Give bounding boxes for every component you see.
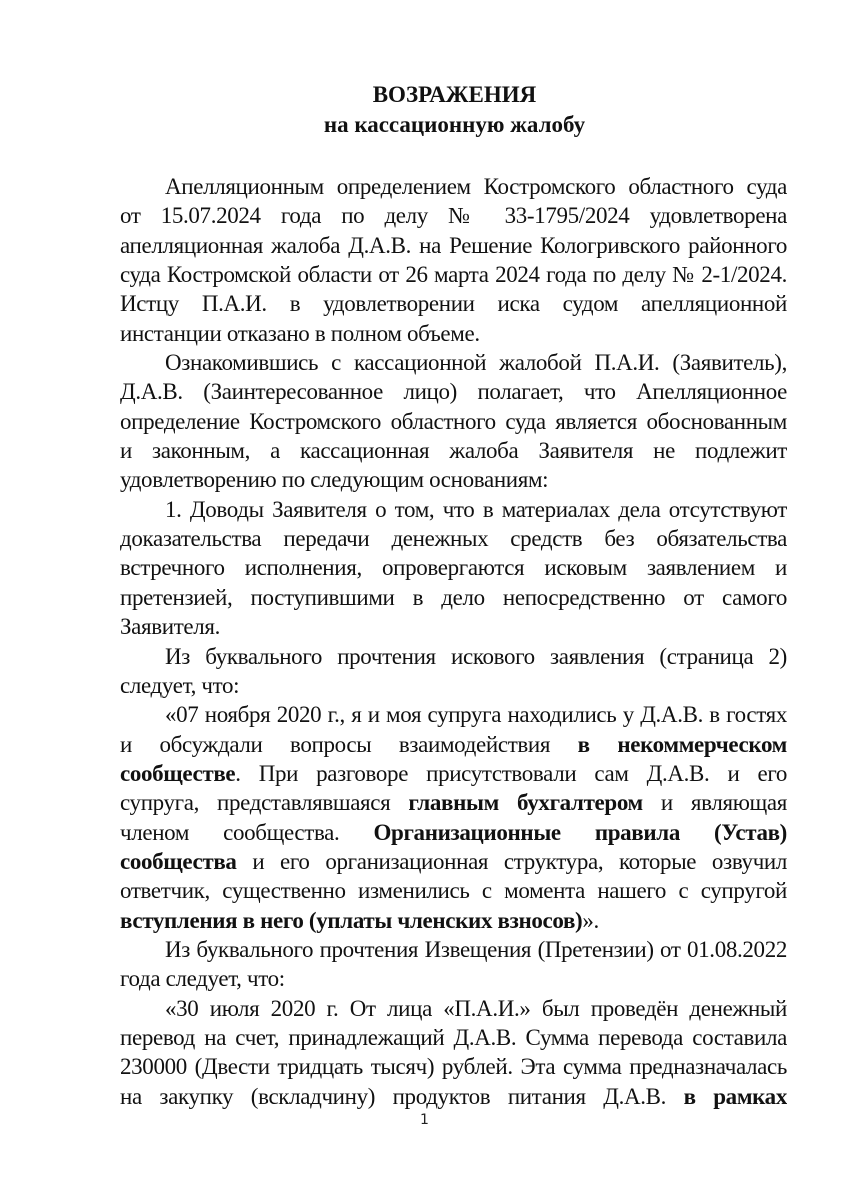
- text-line: [120, 524, 787, 553]
- text: «30 июля 2020 г. От лица «П.А.И.» был проведён денежный: [165, 995, 787, 1021]
- text: 1. Доводы Заявителя о том, что в материалах дела отсутствуют: [165, 496, 787, 522]
- text-line: [120, 700, 787, 729]
- text: инстанции отказано в полном объеме.: [120, 320, 480, 346]
- text: Заявителя.: [120, 614, 221, 640]
- bold-text: главным бухгалтером: [408, 790, 643, 816]
- text-line: [120, 642, 787, 671]
- text-line: [120, 583, 787, 612]
- text-line: [120, 759, 787, 788]
- text: Ознакомившись с кассационной жалобой П.А.И. (Заявитель),: [165, 350, 787, 376]
- paragraph: [120, 348, 787, 495]
- text-line: [120, 876, 787, 905]
- text: апелляционная жалоба Д.А.В. на Решение Кологривского районного: [120, 232, 787, 258]
- text: супруга, представлявшаяся: [120, 790, 409, 816]
- text: и законным, а кассационная жалоба Заявителя не подлежит: [120, 438, 787, 464]
- text-line: [120, 906, 787, 935]
- paragraph: [120, 700, 787, 935]
- text-line: [120, 348, 787, 377]
- text: ответчик, существенно изменились с момента нашего с супругой: [120, 878, 787, 904]
- text: претензией, поступившими в дело непосредственно от самого: [120, 584, 787, 610]
- text: доказательства передачи денежных средств без обязательства: [120, 526, 787, 552]
- bold-text: вступления в него (уплаты членских взносов): [120, 907, 583, 933]
- text-line: [120, 231, 787, 260]
- text: от 15.07.2024 года по делу № 33-1795/2024 удовлетворена: [120, 203, 787, 229]
- text: Из буквального прочтения Извещения (Претензии) от 01.08.2022: [165, 936, 787, 962]
- document-title: ВОЗРАЖЕНИЯ: [372, 82, 537, 107]
- text: и его организационная структура, которые озвучил: [236, 848, 787, 874]
- text: и являющая: [642, 790, 787, 816]
- text-line: [120, 289, 787, 318]
- text: удовлетворению по следующим основаниям:: [120, 467, 549, 493]
- text: Д.А.В. (Заинтересованное лицо) полагает, что Апелляционное: [120, 379, 787, 405]
- text-line: [120, 1052, 787, 1081]
- bold-text: сообщества: [120, 848, 237, 874]
- text: ».: [582, 907, 599, 933]
- document-subtitle: на кассационную жалобу: [323, 112, 586, 137]
- text: 230000 (Двести тридцать тысяч) рублей. Эта сумма предназначалась: [120, 1054, 787, 1080]
- text-line: [120, 319, 787, 348]
- text: Из буквального прочтения искового заявления (страница 2): [165, 643, 787, 669]
- text: встречного исполнения, опровергаются исковым заявлением и: [120, 555, 787, 581]
- paragraph: [120, 935, 787, 994]
- paragraph: [120, 642, 787, 701]
- text: перевод на счет, принадлежащий Д.А.В. Сумма перевода составила: [120, 1024, 787, 1050]
- text: определение Костромского областного суда является обоснованным: [120, 408, 787, 434]
- text-line: [120, 1082, 787, 1111]
- text: на закупку (вскладчину) продуктов питания Д.А.В.: [120, 1083, 684, 1109]
- text: членом сообщества.: [120, 819, 374, 845]
- text-line: [120, 612, 787, 641]
- text-line: [120, 172, 787, 201]
- text-line: [120, 788, 787, 817]
- bold-text: в рамках: [683, 1083, 787, 1109]
- text-line: [120, 818, 787, 847]
- bold-text: в некоммерческом: [577, 731, 787, 757]
- text-line: [120, 436, 787, 465]
- text: суда Костромской области от 26 марта 2024 года по делу № 2-1/2024.: [120, 262, 787, 288]
- text: года следует, что:: [120, 966, 285, 992]
- bold-text: Организационные правила (Устав): [373, 819, 787, 845]
- text-line: [120, 377, 787, 406]
- text-line: [120, 964, 787, 993]
- text-line: [120, 495, 787, 524]
- paragraph: [120, 495, 787, 642]
- text-line: [120, 935, 787, 964]
- bold-text: сообществе: [120, 760, 236, 786]
- text: Истцу П.А.И. в удовлетворении иска судом апелляционной: [120, 291, 787, 317]
- text: и обсуждали вопросы взаимодействия: [120, 731, 578, 757]
- paragraph: [120, 172, 787, 348]
- text-line: [120, 201, 787, 230]
- text: следует, что:: [120, 672, 240, 698]
- text: Апелляционным определением Костромского областного суда: [165, 174, 787, 199]
- text-line: [120, 994, 787, 1023]
- text-line: [120, 847, 787, 876]
- document-body: [120, 172, 787, 1111]
- text-line: [120, 553, 787, 582]
- text-line: [120, 1023, 787, 1052]
- text: «07 ноября 2020 г., я и моя супруга находились у Д.А.В. в гостях: [165, 702, 787, 728]
- paragraph: [120, 994, 787, 1111]
- text-line: [120, 671, 787, 700]
- text-line: [120, 730, 787, 759]
- page-number: 1: [420, 1112, 429, 1128]
- text-line: [120, 260, 787, 289]
- text-line: [120, 465, 787, 494]
- text-line: [120, 407, 787, 436]
- text: . При разговоре присутствовали сам Д.А.В. и его: [235, 760, 787, 786]
